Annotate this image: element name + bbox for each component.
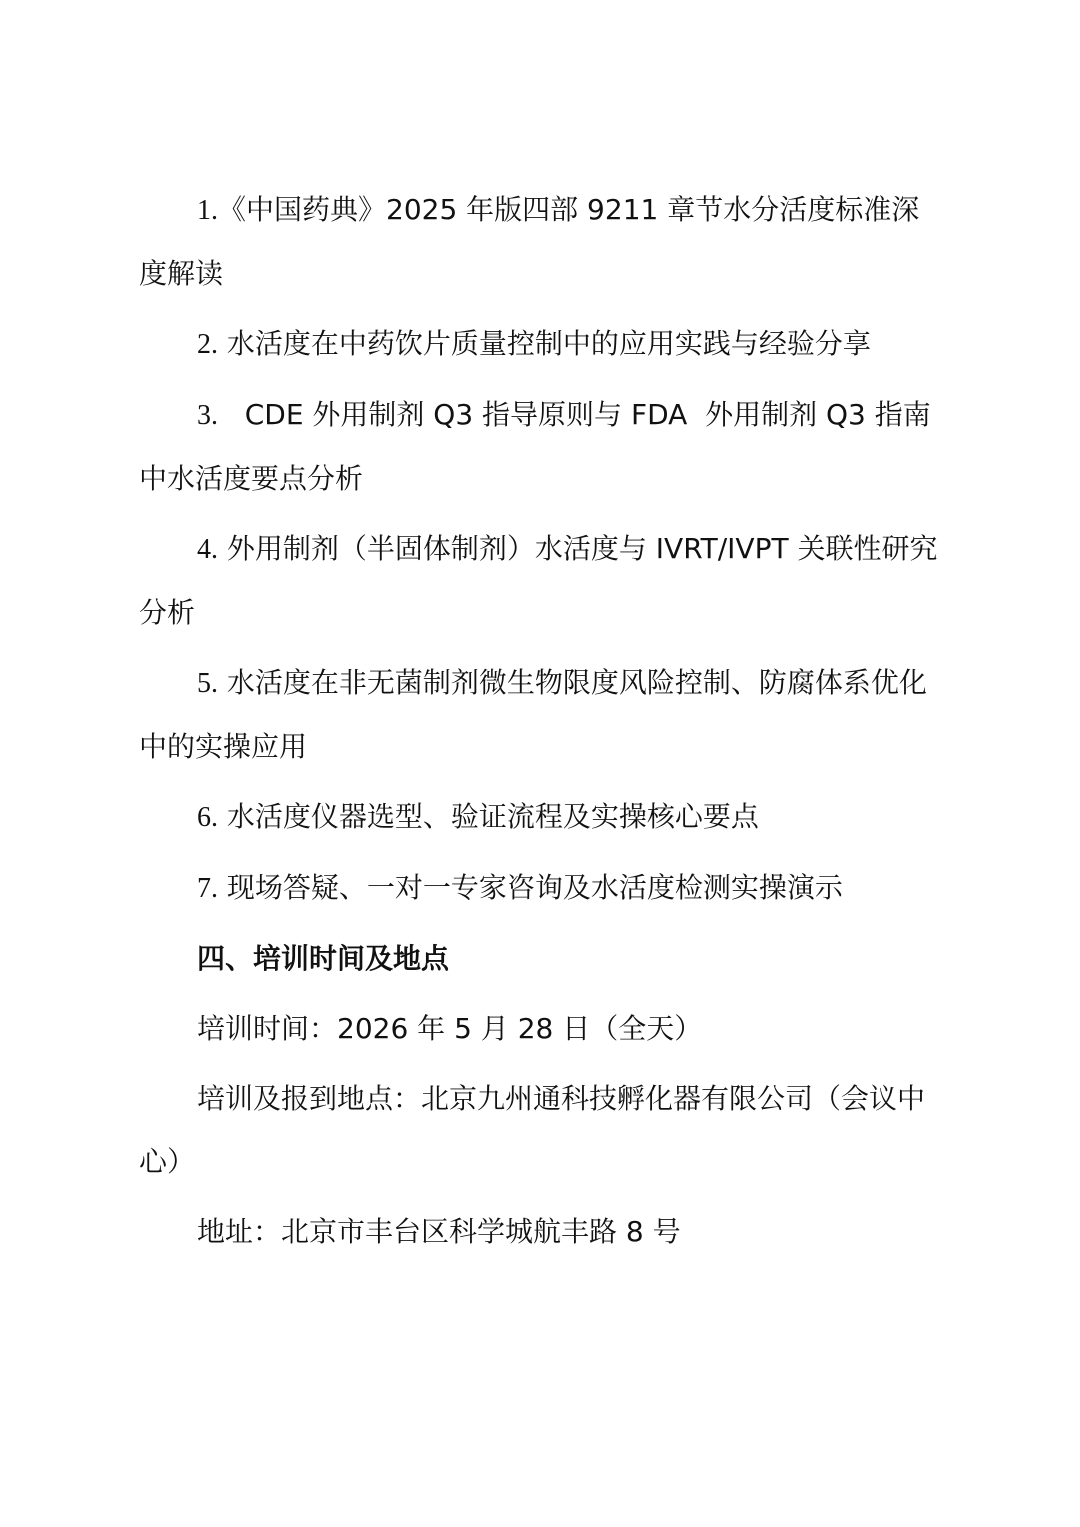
training-venue-value: 北京九州通科技孵化器有限公司（会议中心） bbox=[139, 1082, 926, 1178]
list-item-6 bbox=[139, 785, 939, 849]
document-body bbox=[139, 178, 939, 1263]
training-time-value: 2026 年 5 月 28 日（全天） bbox=[337, 1012, 703, 1045]
list-item-number: 4. bbox=[197, 534, 218, 565]
list-item-text: 《中国药典》2025 年版四部 9211 章节水分活度标准深度解读 bbox=[139, 193, 920, 290]
list-item-number: 1. bbox=[197, 195, 218, 226]
list-item-3 bbox=[139, 383, 939, 510]
list-item-5 bbox=[139, 651, 939, 778]
list-item-number: 6. bbox=[197, 802, 218, 833]
list-item-2 bbox=[139, 312, 939, 376]
list-item-text: 水活度仪器选型、验证流程及实操核心要点 bbox=[218, 800, 759, 833]
training-time bbox=[139, 997, 939, 1060]
list-item-text: 外用制剂（半固体制剂）水活度与 IVRT/IVPT 关联性研究分析 bbox=[139, 532, 938, 629]
training-address-value: 北京市丰台区科学城航丰路 8 号 bbox=[281, 1215, 681, 1248]
section-heading: 四、培训时间及地点 bbox=[197, 942, 450, 975]
training-address bbox=[139, 1200, 939, 1263]
list-item-text: 现场答疑、一对一专家咨询及水活度检测实操演示 bbox=[218, 871, 843, 904]
list-item-number: 2. bbox=[197, 329, 218, 360]
list-item-7 bbox=[139, 856, 939, 920]
list-item-number: 5. bbox=[197, 668, 218, 699]
training-venue-label: 培训及报到地点： bbox=[197, 1082, 422, 1115]
list-item-number: 3. bbox=[197, 400, 218, 431]
training-venue bbox=[139, 1067, 939, 1193]
list-item-number: 7. bbox=[197, 873, 218, 904]
training-time-label: 培训时间： bbox=[197, 1012, 338, 1045]
list-item-4 bbox=[139, 517, 939, 644]
list-item-1 bbox=[139, 178, 939, 305]
training-address-label: 地址： bbox=[197, 1215, 282, 1248]
list-item-text: CDE 外用制剂 Q3 指导原则与 FDA 外用制剂 Q3 指南中水活度要点分析 bbox=[139, 398, 931, 495]
list-item-text: 水活度在非无菌制剂微生物限度风险控制、防腐体系优化中的实操应用 bbox=[139, 666, 927, 763]
list-item-text: 水活度在中药饮片质量控制中的应用实践与经验分享 bbox=[218, 327, 871, 360]
